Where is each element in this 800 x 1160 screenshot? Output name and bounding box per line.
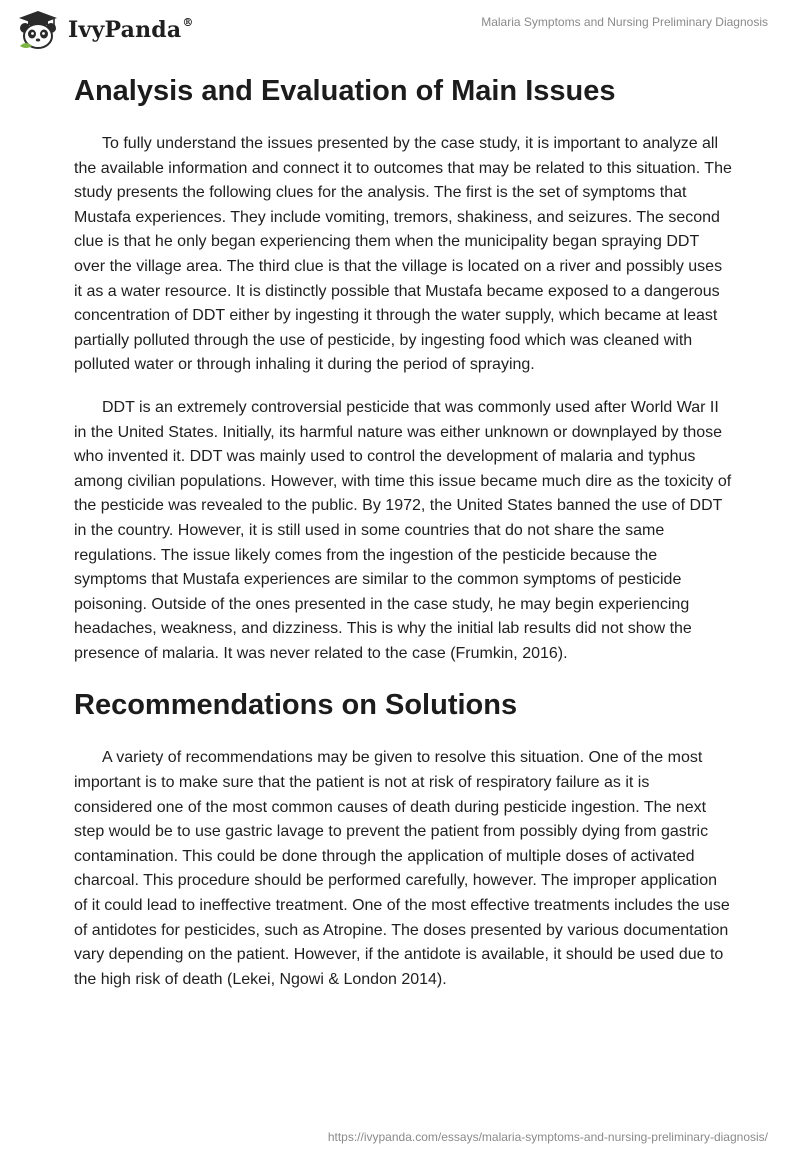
- source-url-link[interactable]: https://ivypanda.com/essays/malaria-symptoms-and-nursing-preliminary-diagnosis/: [327, 1130, 768, 1144]
- document-title: Malaria Symptoms and Nursing Preliminary Diagnosis: [481, 15, 768, 29]
- brand-name: IvyPanda®: [68, 16, 194, 43]
- section-heading-recommendations: Recommendations on Solutions: [74, 689, 518, 722]
- section-heading-analysis: Analysis and Evaluation of Main Issues: [74, 75, 616, 107]
- brand-logo[interactable]: [14, 8, 194, 52]
- paragraph-recommendations-1: A variety of recommendations may be given to resolve this situation. One of the most important is to make sure that the patient is not at risk of respiratory failure as it is considered one of the most common causes of death during pesticide ingestion. The next step would be to use gastric lavage to prevent the patient from possibly dying from gastric contamination. This could be done through the application of multiple doses of activated charcoal. This procedure should be performed carefully, however. The improper application of it could lead to ineffective treatment. One of the most effective treatments includes the use of antidotes for pesticides, such as Atropine. The doses presented by various documentation vary depending on the patient. However, if the antidote is available, it should be used due to the high risk of death (Lekei, Ngowi & London 2014).: [74, 749, 730, 988]
- registered-mark: ®: [182, 16, 194, 29]
- essay-body: [74, 70, 732, 992]
- panda-logo-icon: [14, 8, 62, 52]
- paragraph-analysis-2: DDT is an extremely controversial pesticide that was commonly used after World War II in the United States. Initially, its harmful nature was either unknown or downplayed by those who invented it. DDT was mainly used to control the development of malaria and typhus among civilian populations. However, with time this issue became much dire as the toxicity of the pesticide was revealed to the public. By 1972, the United States banned the use of DDT in the country. However, it is still used in some countries that do not share the same regulations. The issue likely comes from the ingestion of the pesticide because the symptoms that Mustafa experiences are similar to the common symptoms of pesticide poisoning. Outside of the ones presented in the case study, he may begin experiencing headaches, weakness, and dizziness. This is why the initial lab results did not show the presence of malaria. It was never related to the case (Frumkin, 2016).: [74, 398, 732, 662]
- page-header: [0, 0, 800, 60]
- paragraph-analysis-1: To fully understand the issues presented by the case study, it is important to analyze all the available information and connect it to outcomes that may be related to this situation. The study presents the following clues for the analysis. The first is the set of symptoms that Mustafa experiences. They include vomiting, tremors, shakiness, and seizures. The second clue is that he only began experiencing them when the municipality began spraying DDT over the village area. The third clue is that the village is located on a river and possibly uses it as a water resource. It is distinctly possible that Mustafa became exposed to a dangerous concentration of DDT either by ingesting it through the water supply, which became at least partially polluted through the use of pesticide, by ingesting food which was cleaned with polluted water or through inhaling it during the period of spraying.: [74, 135, 732, 374]
